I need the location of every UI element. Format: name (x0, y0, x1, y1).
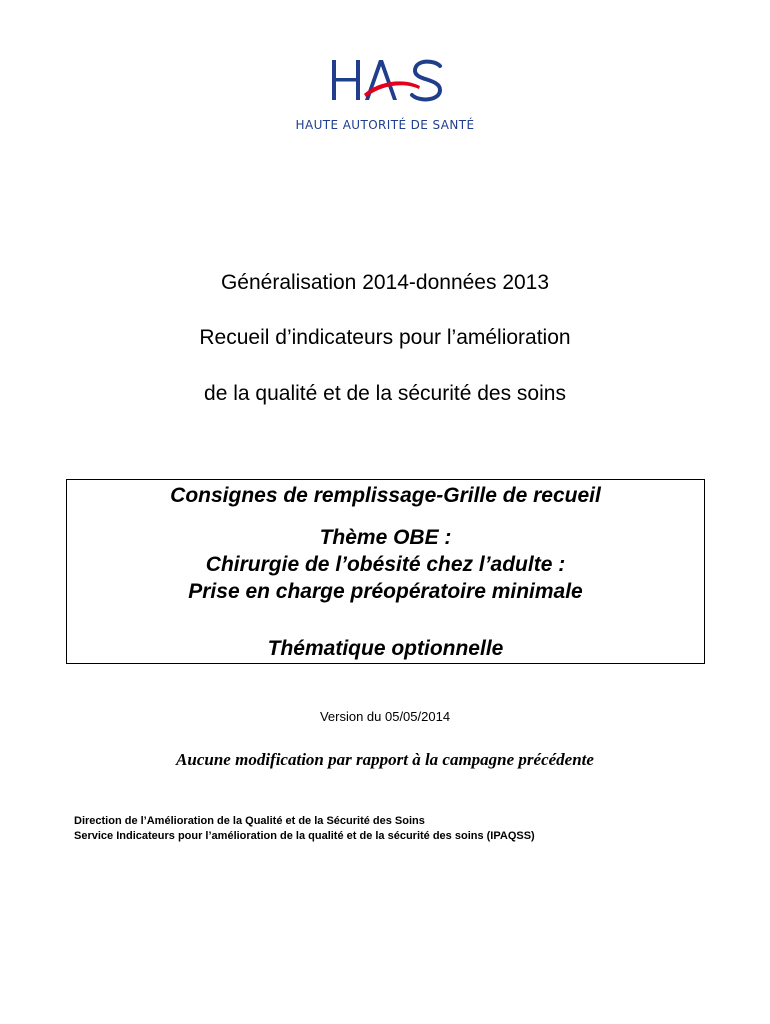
modification-notice: Aucune modification par rapport à la campagne précédente (176, 750, 594, 769)
title-line-3: de la qualité et de la sécurité des soins (204, 382, 566, 405)
logo-subtitle: HAUTE AUTORITÉ DE SANTÉ (295, 118, 475, 132)
has-wordmark-graphic (270, 54, 500, 116)
footer-service: Service Indicateurs pour l’amélioration de la qualité et de la sécurité des soins (IPAQSS) (74, 830, 535, 842)
has-logo (270, 54, 500, 138)
title-line-1: Généralisation 2014-données 2013 (220, 271, 550, 294)
box-subtitle: Prise en charge préopératoire minimale (188, 580, 583, 603)
footer-direction: Direction de l’Amélioration de la Qualité et de la Sécurité des Soins (74, 815, 425, 827)
box-subject: Chirurgie de l’obésité chez l’adulte : (205, 553, 566, 576)
title-line-2: Recueil d’indicateurs pour l’amélioration (199, 326, 571, 349)
box-theme: Thème OBE : (319, 526, 452, 549)
version-date: Version du 05/05/2014 (319, 709, 451, 724)
instructions-box (66, 479, 705, 664)
box-note: Thématique optionnelle (267, 637, 504, 660)
box-heading: Consignes de remplissage-Grille de recueil (170, 484, 601, 507)
